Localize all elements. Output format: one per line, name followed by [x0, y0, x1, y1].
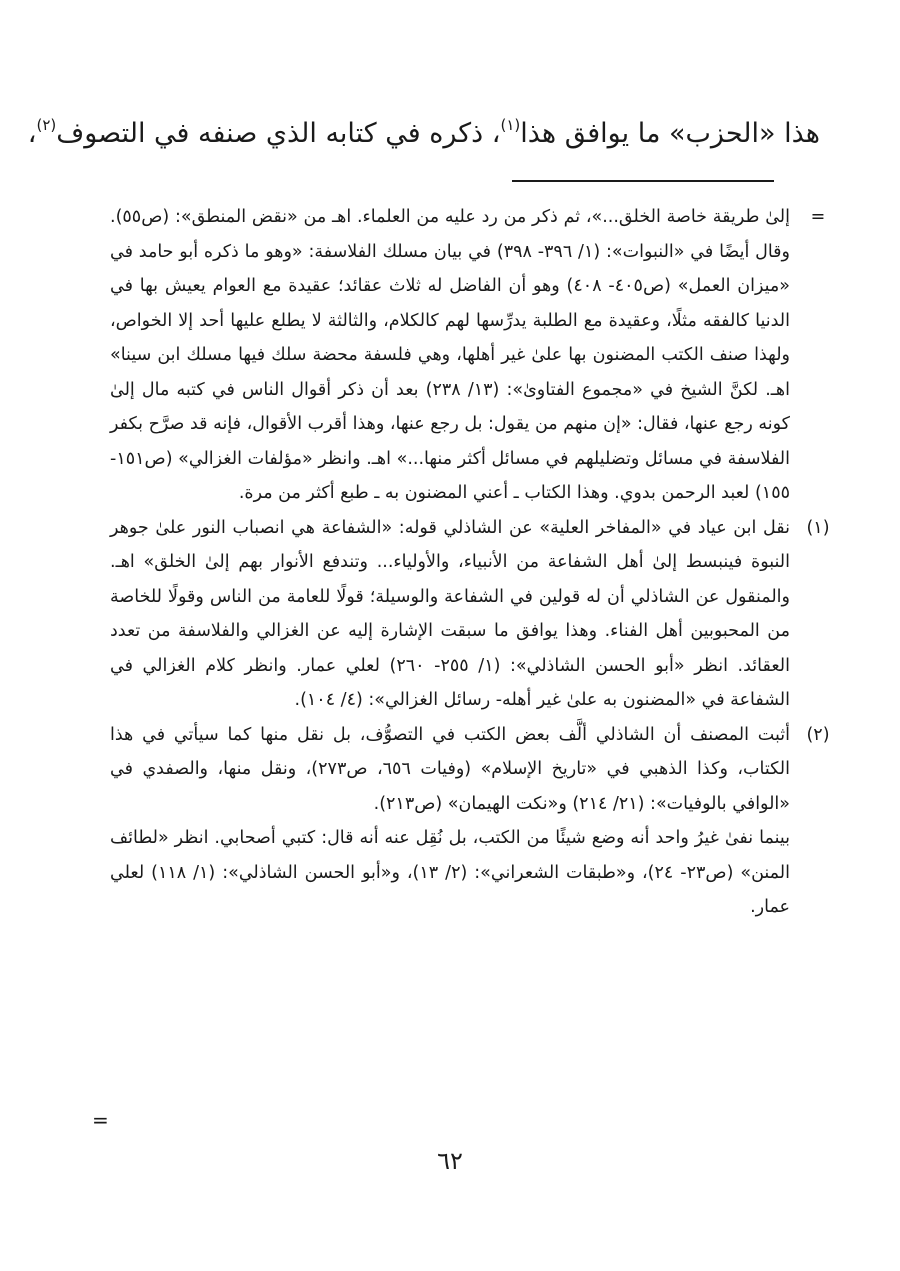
footnotes: [110, 200, 838, 925]
footnote-ref-1[interactable]: (١): [500, 116, 521, 134]
main-text-part-3: ،: [27, 118, 37, 149]
main-text-part-1: هذا «الحزب» ما يوافق هذا: [520, 118, 820, 149]
footnote-text: نقل ابن عياد في «المفاخر العلية» عن الشاذلي قوله: «الشفاعة هي انصباب النور علىٰ جوهر النبوة فينبسط إلىٰ أهل الشفاعة من الأنبياء، والأولياء... وتندفع الأنوار بهم إلىٰ الخلق» اهـ. والمنقول عن الشاذلي أن له قولين في الشفاعة والوسيلة؛ قولًا للعامة من الناس وقولًا للخاصة من المحبوبين أهل الفناء. وهذا يوافق ما سبقت الإشارة إليه عن الغزالي والفلاسفة من تعدد العقائد. انظر «أبو الحسن الشاذلي»: (١/ ٢٥٥- ٢٦٠) لعلي عمار. وانظر كلام الغزالي في الشفاعة في «المضنون به علىٰ غير أهله- رسائل الغزالي»: (٤/ ١٠٤).: [110, 517, 790, 710]
footnote-text: أثبت المصنف أن الشاذلي ألَّف بعض الكتب في التصوُّف، بل نقل منها كما سيأتي في هذا الكتاب، وكذا الذهبي في «تاريخ الإسلام» (وفيات ٦٥٦، ص٢٧٣)، ونقل منها، والصفدي في «الوافي بالوفيات»: (٢١/ ٢١٤) و«نكت الهيمان» (ص٢١٣).: [110, 724, 790, 814]
page-number: ٦٢: [437, 1147, 463, 1175]
footnote-marker: (١): [806, 517, 830, 538]
continuation-mark: =: [92, 1108, 109, 1132]
footnote-2: [110, 718, 838, 925]
main-text-part-2: ، ذكره في كتابه الذي صنفه في التصوف: [56, 118, 501, 149]
footnote-text: إلىٰ طريقة خاصة الخلق...»، ثم ذكر من رد عليه من العلماء. اهـ من «نقض المنطق»: (ص٥٥). وقال أيضًا في «النبوات»: (١/ ٣٩٦- ٣٩٨) في بيان مسلك الفلاسفة: «وهو ما ذكره أبو حامد في «ميزان العمل» (ص٤٠٥- ٤٠٨) وهو أن الفاضل له ثلاث عقائد؛ عقيدة مع العوام يعيش بها في الدنيا كالفقه مثلًا، وعقيدة مع الطلبة يدرِّسها لهم كالكلام، والثالثة لا يطلع عليها أحد إلا الخواص، ولهذا صنف الكتب المضنون بها علىٰ غير أهلها، وهي فلسفة محضة سلك فيها مسلك ابن سينا» اهـ. لكنَّ الشيخ في «مجموع الفتاوىٰ»: (١٣/ ٢٣٨) بعد أن ذكر أقوال الناس في كتبه مال إلىٰ كونه رجع عنها، فقال: «إن منهم من يقول: بل رجع عنها، وهذا أقرب الأقوال، فإنه قد صرَّح بكفر الفلاسفة في مسائل وتضليلهم في مسائل أكثر منها...» اهـ. وانظر «مؤلفات الغزالي» (ص١٥١- ١٥٥) لعبد الرحمن بدوي. وهذا الكتاب ـ أعني المضنون به ـ طبع أكثر من مرة.: [110, 207, 790, 503]
footnote-marker: =: [810, 207, 826, 227]
footnote-1: [110, 511, 838, 718]
footnote-separator: [512, 180, 774, 182]
footnote-text-continued: بينما نفىٰ غيرُ واحد أنه وضع شيئًا من الكتب، بل نُقِل عنه أنه قال: كتبي أصحابي. انظر «لطائف المنن» (ص٢٣- ٢٤)، و«طبقات الشعراني»: (٢/ ١٣)، و«أبو الحسن الشاذلي»: (١/ ١١٨) لعلي عمار.: [110, 828, 790, 917]
main-text-line: [27, 112, 820, 156]
footnote-ref-2[interactable]: (٢): [36, 116, 57, 134]
footnote-continued: [110, 200, 838, 511]
footnote-marker: (٢): [806, 724, 830, 745]
